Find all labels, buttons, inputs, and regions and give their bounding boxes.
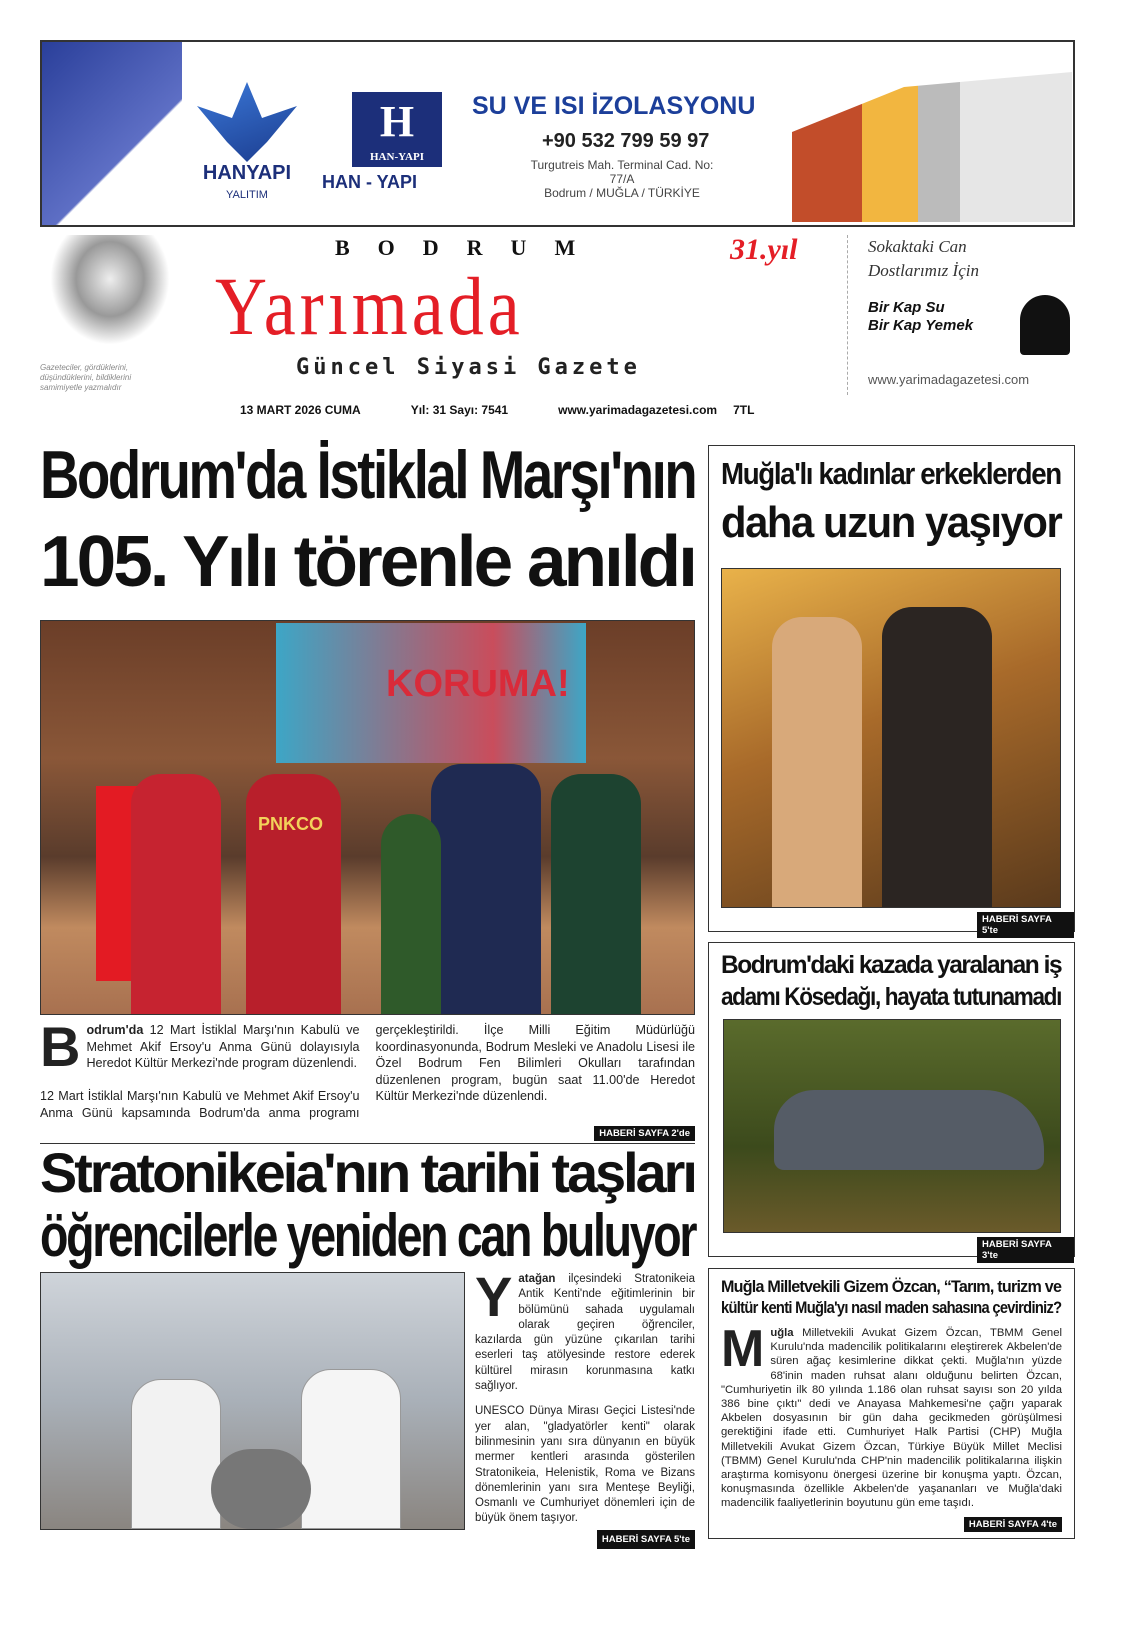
person bbox=[131, 774, 221, 1014]
main-headline-line1[interactable]: Bodrum'da İstiklal Marşı'nın bbox=[40, 437, 696, 513]
strato-headline-line1[interactable]: Stratonikeia'nın tarihi taşları bbox=[40, 1141, 695, 1204]
body-text: UNESCO Dünya Mirası Geçici Listesi'nde yer alan, "gladyatörler kenti" olarak bilinmesinin yanı sıra dünyanın en büyük mermer kentleri arasında gösterilen Stratonikeia, Helenistik, Roma ve Bizans dönemlerinin yanı sıra Menteşe Beyliği, Osmanlı ve Cumhuriyet dönemleri için de büyük önem taşıyor. bbox=[475, 1405, 695, 1525]
person bbox=[772, 617, 862, 907]
campaign-line: Bir Kap Yemek bbox=[868, 317, 974, 334]
logo-subtitle: Güncel Siyasi Gazete bbox=[296, 355, 641, 380]
lead-bold: uğla bbox=[770, 1327, 794, 1339]
website-link[interactable]: www.yarimadagazetesi.com bbox=[868, 372, 1030, 387]
hanyapi-logo: HANYAPI YALITIM bbox=[182, 82, 312, 203]
campaign-line: Sokaktaki Can bbox=[868, 237, 967, 256]
person bbox=[551, 774, 641, 1014]
crash-story bbox=[708, 942, 1075, 1261]
ad-decoration bbox=[42, 42, 182, 227]
strato-headline-line2[interactable]: öğrencilerle yeniden can buluyor bbox=[40, 1202, 696, 1269]
continue-tag[interactable]: HABERİ SAYFA 4'te bbox=[964, 1517, 1062, 1532]
advertisement-banner[interactable] bbox=[40, 40, 1075, 227]
body-text: 12 Mart İstiklal Marşı'nın Kabulü ve Mehmet Akif Ersoy'u Anma Günü kapsamında Bodrum'da anma programı gerçekleştirildi. İlçe Milli Eğitim Müdürlüğü koordinasyonunda, Bodrum Mesleki ve Anadolu Lisesi ile Özel Bodrum Fen Bilimleri Okulları tarafından düzenlenen program, bugün saat 11.00'de Heredot Kültür Merkezi'nde düzenlendi. bbox=[40, 1023, 695, 1120]
ad-phone: +90 532 799 59 97 bbox=[542, 130, 710, 152]
ozcan-story bbox=[708, 1268, 1075, 1539]
ozcan-headline-line2[interactable]: kültür kenti Muğla'yı nasıl maden sahasına çevirdiniz? bbox=[721, 1298, 1062, 1317]
crash-headline-line2[interactable]: adamı Kösedağı, hayata tutunamadı bbox=[721, 983, 1061, 1011]
women-headline-line1[interactable]: Muğla'lı kadınlar erkeklerden bbox=[721, 456, 1061, 491]
campaign-line: Dostlarımız İçin bbox=[868, 261, 979, 280]
ataturk-portrait bbox=[50, 235, 170, 345]
insulation-wall-image bbox=[792, 72, 1072, 222]
person bbox=[301, 1369, 401, 1529]
body-text: ilçesindeki Stratonikeia Antik Kenti'nde eğitimlerinin bir bölümünü sahada uygulamalı olarak geçiren öğrenciler, kazılarda gün yüzüne çıkarılan tarihi eserleri taş atölyesinde restore ederek kültürel mirasın korunmasına katkı sağlıyor. bbox=[475, 1273, 695, 1393]
ozcan-headline-line1[interactable]: Muğla Milletvekili Gizem Özcan, “Tarım, turizm ve bbox=[721, 1277, 1062, 1296]
ataturk-quote: Gazeteciler, gördüklerini, düşündüklerini, bildiklerini samimiyetle yazmalıdır bbox=[40, 363, 132, 392]
person bbox=[431, 764, 541, 1014]
masthead bbox=[40, 235, 1075, 400]
ceremony-photo[interactable] bbox=[40, 620, 695, 1015]
lead-bold: odrum'da bbox=[86, 1023, 144, 1037]
restoration-photo[interactable] bbox=[40, 1272, 465, 1530]
strato-row bbox=[40, 1265, 695, 1545]
crash-headline-line1[interactable]: Bodrum'daki kazada yaralanan iş bbox=[721, 951, 1062, 979]
car bbox=[774, 1090, 1044, 1170]
lead-text: 12 Mart İstiklal Marşı'nın Kabulü ve Mehmet Akif Ersoy'u Anma Günü dolayısıyla Heredot Kültür Merkezi'nde program düzenlendi. bbox=[86, 1023, 360, 1070]
main-headline-line2[interactable]: 105. Yılı törenle anıldı bbox=[40, 522, 695, 602]
continue-tag[interactable]: HABERİ SAYFA 5'te bbox=[977, 912, 1074, 938]
body-text: Milletvekili Avukat Gizem Özcan, TBMM Genel Kurulu'nda madencilik politikalarını eleştirerek Akbelen'de süren ağaç kesimlerine dikkat çekti. Muğla'nın yüzde 68'inin maden ruhsat alanı olduğunu belirten Özcan, "Cumhuriyetin ilk 80 yılında 1.186 olan ruhsat sayısı son 20 yılda 386 bine çıktı" dedi ve Anayasa Mahkemesi'ne çağrı yaparak Akbelen dosyasının bir gün daha gecikmeden görüşülmesi gerektiğini ifade etti. Cumhuriyet Halk Partisi (CHP) Muğla Milletvekili Avukat Gizem Özcan, Türkiye Büyük Millet Meclisi (TBMM) Genel Kurulu'nda CHP'nin madencilik politikalarına ilişkin araştırma komisyonu önergesi üzerine bir konuşma yaptı. Özcan, konuşmasında özellikle Akbelen'de yaşananları ve Muğla'daki madencilik faaliyetlerinin boyutunu gün eme taşıdı. bbox=[721, 1327, 1062, 1510]
dog-cat-silhouette-icon bbox=[1020, 295, 1070, 355]
han-yapi-logo: H HAN-YAPI bbox=[352, 92, 442, 167]
strato-article-body bbox=[475, 1265, 695, 1549]
drop-cap: Y bbox=[475, 1265, 513, 1328]
anniversary-badge: 31.yıl bbox=[730, 233, 798, 266]
lead-bold: atağan bbox=[518, 1273, 556, 1285]
drop-cap: M bbox=[721, 1320, 765, 1378]
ad-address: Turgutreis Mah. Terminal Cad. No: 77/A Bodrum / MUĞLA / TÜRKİYE bbox=[530, 158, 714, 200]
projection-screen: KORUMA! bbox=[276, 623, 586, 763]
person bbox=[381, 814, 441, 1014]
issue-date: 13 MART 2026 CUMA bbox=[240, 403, 361, 417]
person: PNKCO bbox=[246, 774, 341, 1014]
issue-number: Yıl: 31 Sayı: 7541 bbox=[410, 403, 509, 417]
ad-brand: HAN - YAPI bbox=[322, 172, 418, 192]
continue-tag[interactable]: HABERİ SAYFA 2'de bbox=[594, 1126, 695, 1141]
person bbox=[131, 1379, 221, 1529]
dateline bbox=[240, 403, 804, 417]
lower-left-section bbox=[40, 1015, 696, 1545]
logo-top-text: BODRUM bbox=[335, 235, 604, 260]
continue-tag[interactable]: HABERİ SAYFA 3'te bbox=[977, 1237, 1074, 1263]
price: 7TL bbox=[733, 403, 755, 417]
website[interactable]: www.yarimadagazetesi.com bbox=[558, 403, 718, 417]
women-headline-line2[interactable]: daha uzun yaşıyor bbox=[721, 498, 1062, 547]
women-story bbox=[708, 445, 1075, 936]
drop-cap: B bbox=[40, 1015, 81, 1078]
elderly-couple-photo[interactable] bbox=[721, 568, 1061, 908]
continue-tag[interactable]: HABERİ SAYFA 5'te bbox=[597, 1530, 695, 1549]
ozcan-article-body bbox=[721, 1320, 1062, 1511]
stone bbox=[211, 1449, 311, 1529]
animal-campaign bbox=[847, 235, 1075, 395]
person bbox=[882, 607, 992, 907]
crashed-car-photo[interactable] bbox=[723, 1019, 1061, 1233]
campaign-line: Bir Kap Su bbox=[868, 299, 945, 316]
newspaper-logo: Yarımada bbox=[215, 260, 524, 353]
ad-title: SU VE ISI İZOLASYONU bbox=[472, 92, 756, 120]
main-article-body bbox=[40, 1015, 695, 1121]
